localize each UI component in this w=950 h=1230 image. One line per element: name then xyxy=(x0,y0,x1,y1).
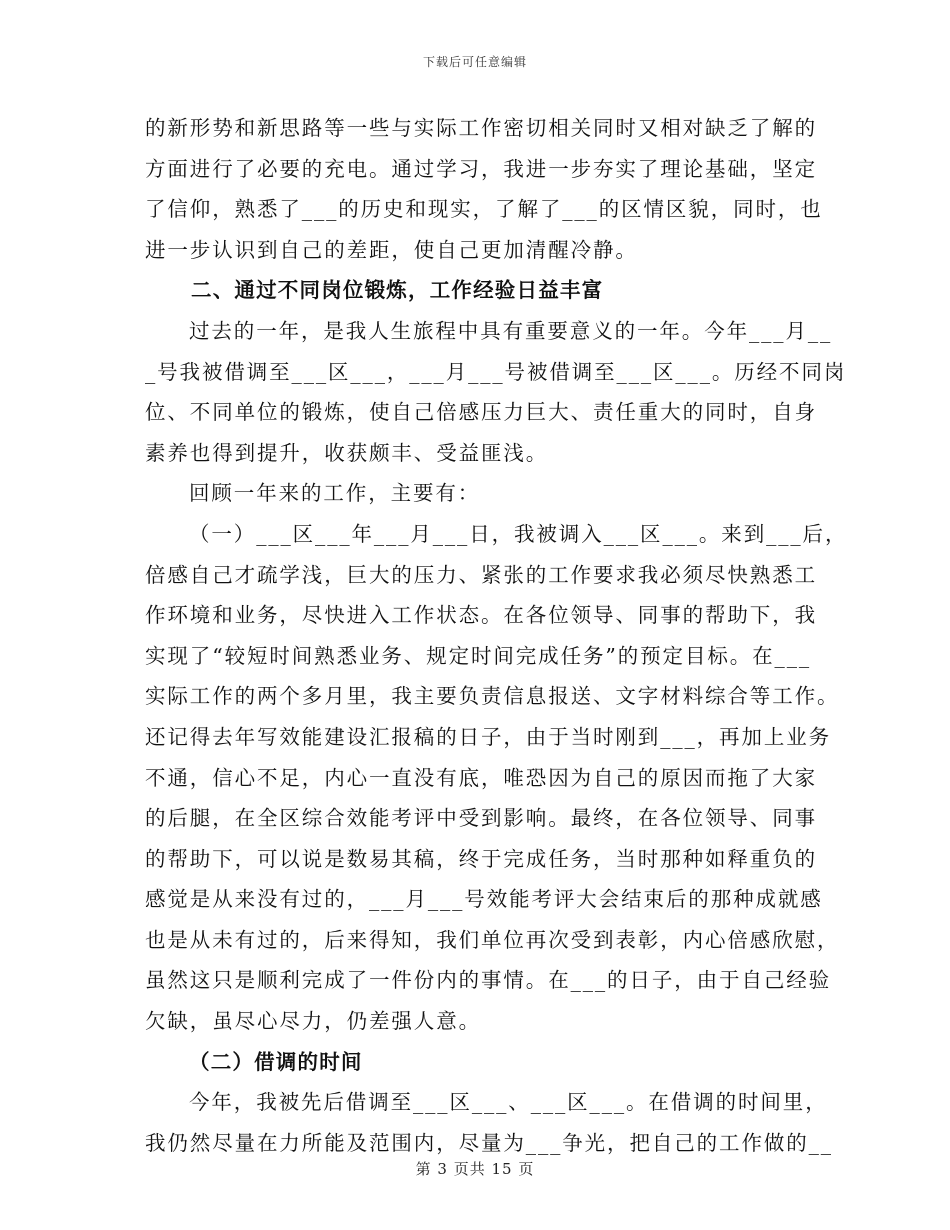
body-line: _号我被借调至___区___，___月___号被借调至___区___。历经不同岗 xyxy=(145,359,847,384)
paragraph-start-line: 过去的一年，是我人生旅程中具有重要意义的一年。今年___月__ xyxy=(189,318,833,343)
body-line: 素养也得到提升，收获颇丰、受益匪浅。 xyxy=(145,440,549,465)
body-line: 虽然这只是顺利完成了一件份内的事情。在___的日子，由于自己经验 xyxy=(145,968,832,993)
body-line: 进一步认识到自己的差距，使自己更加清醒冷静。 xyxy=(145,237,638,262)
body-line: 欠缺，虽尽心尽力，仍差强人意。 xyxy=(145,1009,481,1034)
paragraph-start-line: （一）___区___年___月___日，我被调入___区___。来到___后， xyxy=(189,521,848,546)
body-line: 我仍然尽量在力所能及范围内，尽量为___争光，把自己的工作做的__ xyxy=(145,1130,833,1155)
body-line: 感觉是从来没有过的，___月___号效能考评大会结束后的那种成就感 xyxy=(145,887,823,912)
body-line: 了信仰，熟悉了___的历史和现实，了解了___的区情区貌，同时，也 xyxy=(145,197,823,222)
body-line: 不通，信心不足，内心一直没有底，唯恐因为自己的原因而拖了大家 xyxy=(145,765,817,790)
paragraph-start-line: 回顾一年来的工作，主要有： xyxy=(189,481,481,506)
page-header-note: 下载后可任意编辑 xyxy=(422,55,527,69)
body-line: 还记得去年写效能建设汇报稿的日子，由于当时刚到___，再加上业务 xyxy=(145,724,832,749)
body-line: 的新形势和新思路等一些与实际工作密切相关同时又相对缺乏了解的 xyxy=(145,116,817,140)
body-line: 位、不同单位的锻炼，使自己倍感压力巨大、责任重大的同时，自身 xyxy=(145,400,817,425)
subsection-heading: （二）借调的时间 xyxy=(189,1049,363,1074)
document-body xyxy=(145,108,848,1163)
body-line: 倍感自己才疏学浅，巨大的压力、紧张的工作要求我必须尽快熟悉工 xyxy=(145,562,817,587)
body-line: 实际工作的两个多月里，我主要负责信息报送、文字材料综合等工作。 xyxy=(145,684,840,709)
body-line: 实现了“较短时间熟悉业务、规定时间完成任务”的预定目标。在___ xyxy=(145,643,812,668)
page-number: 第 3 页共 15 页 xyxy=(415,1160,535,1178)
paragraph-start-line: 今年，我被先后借调至___区___、___区___。在借调的时间里， xyxy=(189,1090,828,1115)
section-heading: 二、通过不同岗位锻炼，工作经验日益丰富 xyxy=(191,278,604,303)
body-line: 方面进行了必要的充电。通过学习，我进一步夯实了理论基础，坚定 xyxy=(145,156,817,181)
body-line: 也是从未有过的，后来得知，我们单位再次受到表彰，内心倍感欣慰， xyxy=(145,927,840,952)
body-line: 作环境和业务，尽快进入工作状态。在各位领导、同事的帮助下，我 xyxy=(145,603,817,628)
body-line: 的后腿，在全区综合效能考评中受到影响。最终，在各位领导、同事 xyxy=(145,806,817,831)
body-line: 的帮助下，可以说是数易其稿，终于完成任务，当时那种如释重负的 xyxy=(145,846,817,871)
